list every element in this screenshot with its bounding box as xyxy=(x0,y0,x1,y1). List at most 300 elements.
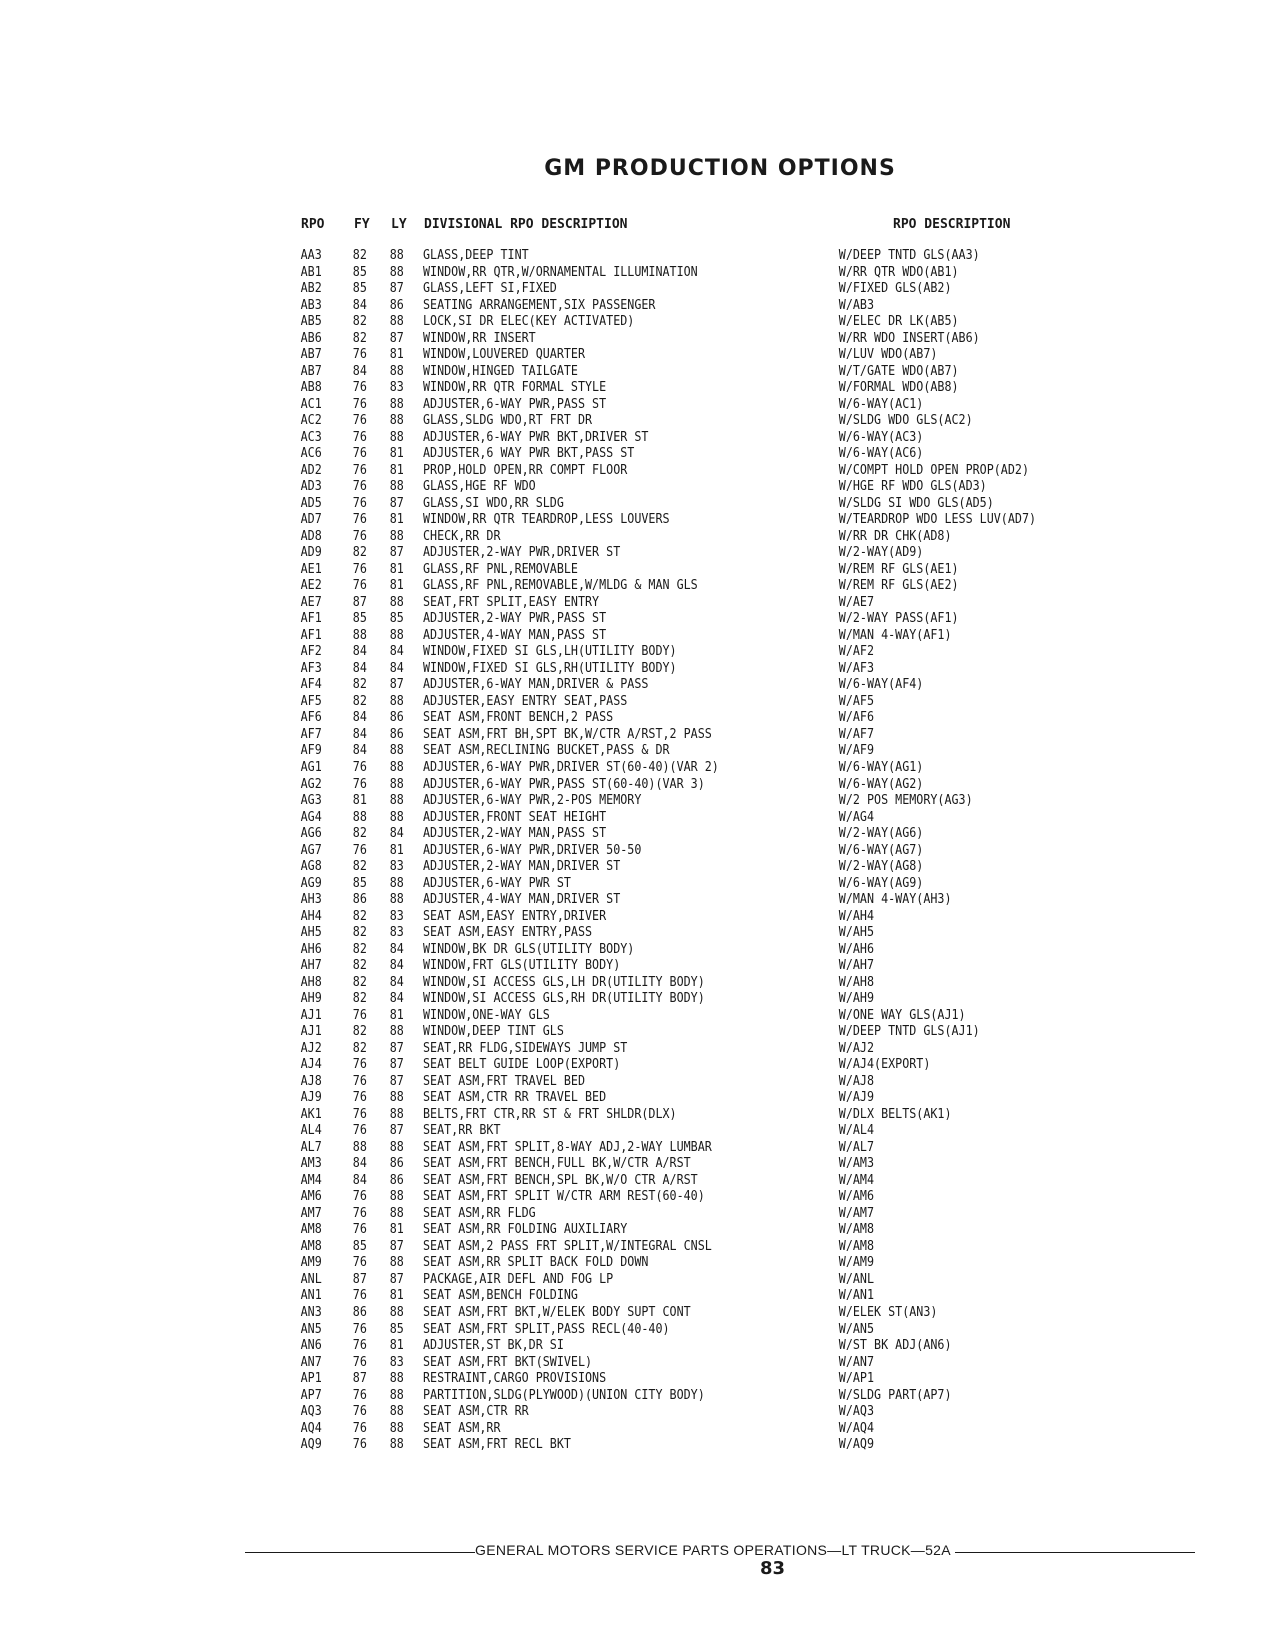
cell-rpo: AB2 xyxy=(300,281,322,297)
cell-rpo: AF9 xyxy=(300,743,322,759)
cell-fy: 76 xyxy=(352,495,367,511)
cell-fy: 82 xyxy=(352,958,367,974)
cell-rpo: AN6 xyxy=(300,1338,322,1354)
cell-divisional-description: SEAT ASM,EASY ENTRY,DRIVER xyxy=(423,908,607,924)
table-row xyxy=(0,1272,1152,1289)
cell-rpo-description: W/AG4 xyxy=(838,809,875,825)
cell-rpo-description: W/ST BK ADJ(AN6) xyxy=(838,1338,952,1354)
table-row xyxy=(0,876,1152,893)
column-headers xyxy=(0,217,1280,237)
cell-rpo: AM7 xyxy=(300,1205,322,1221)
table-row xyxy=(0,562,1152,579)
cell-ly: 88 xyxy=(389,429,404,445)
cell-rpo-description: W/AN7 xyxy=(838,1354,875,1370)
cell-ly: 88 xyxy=(389,248,404,263)
table-row xyxy=(0,826,1152,843)
cell-fy: 76 xyxy=(352,1354,367,1370)
cell-fy: 76 xyxy=(352,1073,367,1089)
cell-divisional-description: PACKAGE,AIR DEFL AND FOG LP xyxy=(423,1271,614,1287)
cell-fy: 76 xyxy=(352,413,367,429)
cell-fy: 76 xyxy=(352,1288,367,1304)
cell-divisional-description: SEAT ASM,RR FLDG xyxy=(423,1205,536,1221)
cell-ly: 87 xyxy=(389,495,404,511)
cell-fy: 76 xyxy=(352,561,367,577)
cell-divisional-description: SEAT ASM,FRT RECL BKT xyxy=(423,1437,571,1453)
table-row xyxy=(0,265,1152,282)
cell-fy: 76 xyxy=(352,429,367,445)
cell-ly: 81 xyxy=(389,1222,404,1238)
cell-fy: 76 xyxy=(352,462,367,478)
cell-ly: 81 xyxy=(389,561,404,577)
page-title: GM PRODUCTION OPTIONS xyxy=(544,156,896,181)
cell-divisional-description: WINDOW,FIXED SI GLS,RH(UTILITY BODY) xyxy=(423,660,677,676)
cell-rpo: AF7 xyxy=(300,726,322,742)
cell-fy: 84 xyxy=(352,644,367,660)
table-row xyxy=(0,909,1152,926)
cell-rpo-description: W/AF6 xyxy=(838,710,875,726)
cell-rpo: AQ4 xyxy=(300,1420,322,1436)
cell-divisional-description: GLASS,RF PNL,REMOVABLE xyxy=(423,561,578,577)
cell-rpo-description: W/AM3 xyxy=(838,1156,875,1172)
cell-fy: 76 xyxy=(352,776,367,792)
table-row xyxy=(0,281,1152,298)
cell-fy: 76 xyxy=(352,578,367,594)
table-row xyxy=(0,1255,1152,1272)
cell-divisional-description: SEAT ASM,RR SPLIT BACK FOLD DOWN xyxy=(423,1255,649,1271)
cell-ly: 88 xyxy=(389,743,404,759)
cell-rpo: AH6 xyxy=(300,941,322,957)
cell-rpo: AM4 xyxy=(300,1172,322,1188)
table-row xyxy=(0,810,1152,827)
header-ly: LY xyxy=(391,217,407,232)
cell-rpo-description: W/DEEP TNTD GLS(AJ1) xyxy=(838,1024,980,1040)
table-row xyxy=(0,1024,1152,1041)
cell-rpo-description: W/ANL xyxy=(838,1271,875,1287)
cell-fy: 76 xyxy=(352,512,367,528)
cell-ly: 86 xyxy=(389,726,404,742)
cell-ly: 84 xyxy=(389,991,404,1007)
cell-rpo: AJ8 xyxy=(300,1073,322,1089)
cell-divisional-description: SEAT ASM,FRT BKT(SWIVEL) xyxy=(423,1354,593,1370)
cell-fy: 84 xyxy=(352,710,367,726)
cell-divisional-description: WINDOW,RR QTR,W/ORNAMENTAL ILLUMINATION xyxy=(423,264,698,280)
cell-divisional-description: SEAT ASM,RR xyxy=(423,1420,501,1436)
cell-divisional-description: GLASS,RF PNL,REMOVABLE,W/MLDG & MAN GLS xyxy=(423,578,698,594)
cell-fy: 76 xyxy=(352,347,367,363)
cell-ly: 84 xyxy=(389,974,404,990)
cell-fy: 76 xyxy=(352,1007,367,1023)
table-row xyxy=(0,677,1152,694)
cell-fy: 76 xyxy=(352,1404,367,1420)
cell-rpo-description: W/FORMAL WDO(AB8) xyxy=(838,380,959,396)
cell-rpo-description: W/RR DR CHK(AD8) xyxy=(838,528,952,544)
cell-divisional-description: ADJUSTER,ST BK,DR SI xyxy=(423,1338,564,1354)
cell-rpo: AJ1 xyxy=(300,1024,322,1040)
cell-ly: 88 xyxy=(389,1106,404,1122)
cell-divisional-description: SEAT ASM,FRT BENCH,FULL BK,W/CTR A/RST xyxy=(423,1156,691,1172)
cell-divisional-description: WINDOW,ONE-WAY GLS xyxy=(423,1007,550,1023)
cell-rpo-description: W/ELEC DR LK(AB5) xyxy=(838,314,959,330)
cell-fy: 82 xyxy=(352,248,367,263)
cell-ly: 88 xyxy=(389,528,404,544)
cell-divisional-description: GLASS,SI WDO,RR SLDG xyxy=(423,495,564,511)
cell-rpo: AM3 xyxy=(300,1156,322,1172)
cell-rpo-description: W/AJ9 xyxy=(838,1090,875,1106)
cell-ly: 87 xyxy=(389,330,404,346)
cell-rpo-description: W/LUV WDO(AB7) xyxy=(838,347,938,363)
cell-rpo: AE1 xyxy=(300,561,322,577)
cell-rpo-description: W/TEARDROP WDO LESS LUV(AD7) xyxy=(838,512,1037,528)
cell-ly: 84 xyxy=(389,644,404,660)
cell-rpo: AJ1 xyxy=(300,1007,322,1023)
table-row xyxy=(0,595,1152,612)
cell-divisional-description: GLASS,LEFT SI,FIXED xyxy=(423,281,557,297)
table-row xyxy=(0,727,1152,744)
cell-fy: 82 xyxy=(352,826,367,842)
cell-rpo-description: W/AF2 xyxy=(838,644,875,660)
table-row xyxy=(0,1388,1152,1405)
cell-rpo: AB1 xyxy=(300,264,322,280)
table-row xyxy=(0,545,1152,562)
cell-fy: 82 xyxy=(352,941,367,957)
cell-ly: 88 xyxy=(389,594,404,610)
cell-rpo: AB7 xyxy=(300,363,322,379)
cell-rpo-description: W/AL7 xyxy=(838,1139,875,1155)
cell-rpo-description: W/6-WAY(AG2) xyxy=(838,776,924,792)
cell-rpo-description: W/AQ4 xyxy=(838,1420,875,1436)
table-row xyxy=(0,1305,1152,1322)
cell-fy: 84 xyxy=(352,1172,367,1188)
cell-ly: 81 xyxy=(389,512,404,528)
cell-divisional-description: SEAT ASM,FRT TRAVEL BED xyxy=(423,1073,586,1089)
cell-ly: 81 xyxy=(389,842,404,858)
cell-fy: 85 xyxy=(352,1238,367,1254)
cell-ly: 88 xyxy=(389,793,404,809)
cell-fy: 76 xyxy=(352,1057,367,1073)
cell-rpo-description: W/AJ2 xyxy=(838,1040,875,1056)
cell-divisional-description: SEAT ASM,RR FOLDING AUXILIARY xyxy=(423,1222,628,1238)
cell-rpo: AF4 xyxy=(300,677,322,693)
cell-rpo-description: W/AP1 xyxy=(838,1371,875,1387)
cell-rpo-description: W/6-WAY(AC1) xyxy=(838,396,924,412)
cell-divisional-description: ADJUSTER,6-WAY PWR,2-POS MEMORY xyxy=(423,793,642,809)
cell-ly: 88 xyxy=(389,413,404,429)
cell-rpo: AG2 xyxy=(300,776,322,792)
table-row xyxy=(0,975,1152,992)
table-row xyxy=(0,892,1152,909)
cell-divisional-description: ADJUSTER,6-WAY PWR,DRIVER 50-50 xyxy=(423,842,642,858)
cell-rpo: AB6 xyxy=(300,330,322,346)
table-row xyxy=(0,1288,1152,1305)
cell-rpo: AH5 xyxy=(300,925,322,941)
table-row xyxy=(0,1173,1152,1190)
cell-divisional-description: SEAT ASM,RECLINING BUCKET,PASS & DR xyxy=(423,743,670,759)
cell-rpo-description: W/FIXED GLS(AB2) xyxy=(838,281,952,297)
cell-divisional-description: SEAT ASM,FRT SPLIT W/CTR ARM REST(60-40) xyxy=(423,1189,705,1205)
cell-fy: 82 xyxy=(352,925,367,941)
table-row xyxy=(0,710,1152,727)
cell-fy: 85 xyxy=(352,611,367,627)
cell-rpo-description: W/DLX BELTS(AK1) xyxy=(838,1106,952,1122)
cell-fy: 85 xyxy=(352,875,367,891)
cell-rpo-description: W/2 POS MEMORY(AG3) xyxy=(838,793,973,809)
cell-rpo-description: W/T/GATE WDO(AB7) xyxy=(838,363,959,379)
table-row xyxy=(0,512,1152,529)
table-row xyxy=(0,1074,1152,1091)
cell-rpo: ANL xyxy=(300,1271,322,1287)
cell-rpo: AC1 xyxy=(300,396,322,412)
cell-fy: 84 xyxy=(352,726,367,742)
cell-rpo-description: W/6-WAY(AG7) xyxy=(838,842,924,858)
cell-rpo-description: W/AF3 xyxy=(838,660,875,676)
cell-ly: 88 xyxy=(389,1139,404,1155)
header-rpo-description: RPO DESCRIPTION xyxy=(893,217,1011,232)
cell-rpo-description: W/AM6 xyxy=(838,1189,875,1205)
cell-rpo-description: W/AF7 xyxy=(838,726,875,742)
cell-rpo: AC6 xyxy=(300,446,322,462)
cell-rpo-description: W/6-WAY(AC3) xyxy=(838,429,924,445)
cell-ly: 87 xyxy=(389,1073,404,1089)
cell-rpo-description: W/AH5 xyxy=(838,925,875,941)
cell-rpo-description: W/RR WDO INSERT(AB6) xyxy=(838,330,980,346)
table-row xyxy=(0,413,1152,430)
table-row xyxy=(0,463,1152,480)
cell-rpo-description: W/2-WAY PASS(AF1) xyxy=(838,611,959,627)
cell-fy: 82 xyxy=(352,991,367,1007)
cell-rpo: AD7 xyxy=(300,512,322,528)
cell-divisional-description: WINDOW,DEEP TINT GLS xyxy=(423,1024,564,1040)
cell-rpo: AG8 xyxy=(300,859,322,875)
cell-fy: 84 xyxy=(352,1156,367,1172)
cell-divisional-description: SEAT ASM,FRT BENCH,SPL BK,W/O CTR A/RST xyxy=(423,1172,698,1188)
table-row xyxy=(0,958,1152,975)
cell-ly: 88 xyxy=(389,1090,404,1106)
cell-rpo: AL4 xyxy=(300,1123,322,1139)
cell-ly: 88 xyxy=(389,875,404,891)
cell-ly: 83 xyxy=(389,380,404,396)
cell-rpo: AP1 xyxy=(300,1371,322,1387)
header-rpo: RPO xyxy=(301,217,325,232)
cell-rpo-description: W/2-WAY(AD9) xyxy=(838,545,924,561)
header-fy: FY xyxy=(354,217,370,232)
cell-ly: 83 xyxy=(389,859,404,875)
table-row xyxy=(0,644,1152,661)
cell-divisional-description: GLASS,HGE RF WDO xyxy=(423,479,536,495)
cell-divisional-description: ADJUSTER,6-WAY PWR,PASS ST(60-40)(VAR 3) xyxy=(423,776,705,792)
table-row xyxy=(0,1057,1152,1074)
cell-rpo: AD5 xyxy=(300,495,322,511)
cell-ly: 88 xyxy=(389,1189,404,1205)
cell-ly: 88 xyxy=(389,314,404,330)
cell-rpo: AF5 xyxy=(300,693,322,709)
cell-fy: 76 xyxy=(352,842,367,858)
cell-ly: 86 xyxy=(389,710,404,726)
cell-rpo-description: W/ELEK ST(AN3) xyxy=(838,1305,938,1320)
cell-rpo: AQ9 xyxy=(300,1437,322,1453)
table-row xyxy=(0,1437,1152,1454)
cell-fy: 76 xyxy=(352,1321,367,1337)
cell-rpo-description: W/6-WAY(AG1) xyxy=(838,759,924,775)
cell-fy: 76 xyxy=(352,1090,367,1106)
cell-rpo-description: W/AN5 xyxy=(838,1321,875,1337)
cell-ly: 81 xyxy=(389,1338,404,1354)
cell-rpo: AM9 xyxy=(300,1255,322,1271)
cell-ly: 87 xyxy=(389,545,404,561)
cell-ly: 87 xyxy=(389,1057,404,1073)
table-row xyxy=(0,1041,1152,1058)
cell-divisional-description: WINDOW,FIXED SI GLS,LH(UTILITY BODY) xyxy=(423,644,677,660)
table-row xyxy=(0,1090,1152,1107)
cell-fy: 85 xyxy=(352,264,367,280)
cell-ly: 88 xyxy=(389,892,404,908)
table-row xyxy=(0,793,1152,810)
cell-fy: 76 xyxy=(352,1437,367,1453)
cell-fy: 87 xyxy=(352,1371,367,1387)
cell-fy: 76 xyxy=(352,479,367,495)
cell-ly: 83 xyxy=(389,925,404,941)
cell-ly: 88 xyxy=(389,1205,404,1221)
cell-rpo-description: W/2-WAY(AG8) xyxy=(838,859,924,875)
cell-divisional-description: BELTS,FRT CTR,RR ST & FRT SHLDR(DLX) xyxy=(423,1106,677,1122)
cell-fy: 76 xyxy=(352,1189,367,1205)
cell-rpo-description: W/2-WAY(AG6) xyxy=(838,826,924,842)
table-row xyxy=(0,1189,1152,1206)
cell-ly: 85 xyxy=(389,611,404,627)
cell-divisional-description: LOCK,SI DR ELEC(KEY ACTIVATED) xyxy=(423,314,635,330)
cell-divisional-description: ADJUSTER,FRONT SEAT HEIGHT xyxy=(423,809,607,825)
table-row xyxy=(0,1140,1152,1157)
table-row xyxy=(0,1222,1152,1239)
cell-fy: 76 xyxy=(352,446,367,462)
cell-rpo: AG3 xyxy=(300,793,322,809)
table-row xyxy=(0,1371,1152,1388)
cell-rpo: AF1 xyxy=(300,627,322,643)
cell-ly: 81 xyxy=(389,462,404,478)
cell-divisional-description: WINDOW,BK DR GLS(UTILITY BODY) xyxy=(423,941,635,957)
cell-divisional-description: ADJUSTER,2-WAY MAN,DRIVER ST xyxy=(423,859,621,875)
cell-rpo: AF6 xyxy=(300,710,322,726)
table-row xyxy=(0,628,1152,645)
cell-rpo-description: W/DEEP TNTD GLS(AA3) xyxy=(838,248,980,263)
cell-ly: 88 xyxy=(389,1305,404,1320)
cell-rpo: AH4 xyxy=(300,908,322,924)
cell-rpo: AG9 xyxy=(300,875,322,891)
cell-rpo-description: W/ONE WAY GLS(AJ1) xyxy=(838,1007,966,1023)
table-row xyxy=(0,777,1152,794)
cell-rpo-description: W/REM RF GLS(AE2) xyxy=(838,578,959,594)
cell-rpo: AH3 xyxy=(300,892,322,908)
cell-rpo: AA3 xyxy=(300,248,322,263)
cell-rpo-description: W/HGE RF WDO GLS(AD3) xyxy=(838,479,987,495)
cell-ly: 84 xyxy=(389,958,404,974)
cell-divisional-description: ADJUSTER,2-WAY PWR,DRIVER ST xyxy=(423,545,621,561)
cell-rpo: AJ4 xyxy=(300,1057,322,1073)
cell-rpo: AH8 xyxy=(300,974,322,990)
cell-fy: 82 xyxy=(352,908,367,924)
cell-ly: 81 xyxy=(389,1288,404,1304)
cell-ly: 83 xyxy=(389,1354,404,1370)
table-row xyxy=(0,578,1152,595)
table-row xyxy=(0,611,1152,628)
table-row xyxy=(0,1008,1152,1025)
cell-rpo-description: W/AH6 xyxy=(838,941,875,957)
cell-divisional-description: ADJUSTER,6-WAY PWR ST xyxy=(423,875,571,891)
cell-rpo-description: W/SLDG WDO GLS(AC2) xyxy=(838,413,973,429)
table-row xyxy=(0,1355,1152,1372)
cell-rpo: AD3 xyxy=(300,479,322,495)
cell-rpo-description: W/MAN 4-WAY(AH3) xyxy=(838,892,952,908)
cell-rpo-description: W/AM4 xyxy=(838,1172,875,1188)
cell-fy: 82 xyxy=(352,545,367,561)
cell-divisional-description: GLASS,DEEP TINT xyxy=(423,248,529,263)
table-row xyxy=(0,430,1152,447)
cell-divisional-description: SEAT ASM,2 PASS FRT SPLIT,W/INTEGRAL CNSL xyxy=(423,1238,712,1254)
cell-divisional-description: ADJUSTER,6-WAY PWR BKT,DRIVER ST xyxy=(423,429,649,445)
cell-fy: 76 xyxy=(352,528,367,544)
cell-ly: 87 xyxy=(389,1040,404,1056)
cell-ly: 87 xyxy=(389,677,404,693)
cell-rpo-description: W/AH8 xyxy=(838,974,875,990)
table-row xyxy=(0,661,1152,678)
cell-rpo-description: W/AB3 xyxy=(838,297,875,313)
cell-divisional-description: SEAT ASM,FRONT BENCH,2 PASS xyxy=(423,710,614,726)
cell-rpo: AD9 xyxy=(300,545,322,561)
table-row xyxy=(0,496,1152,513)
cell-rpo-description: W/AE7 xyxy=(838,594,875,610)
cell-rpo-description: W/AH9 xyxy=(838,991,875,1007)
table-row xyxy=(0,1123,1152,1140)
cell-ly: 88 xyxy=(389,1437,404,1453)
cell-rpo-description: W/SLDG PART(AP7) xyxy=(838,1387,952,1403)
cell-fy: 76 xyxy=(352,396,367,412)
table-row xyxy=(0,843,1152,860)
cell-divisional-description: ADJUSTER,4-WAY MAN,PASS ST xyxy=(423,627,607,643)
cell-fy: 88 xyxy=(352,627,367,643)
cell-divisional-description: WINDOW,HINGED TAILGATE xyxy=(423,363,578,379)
cell-ly: 88 xyxy=(389,1255,404,1271)
cell-rpo: AE2 xyxy=(300,578,322,594)
cell-divisional-description: ADJUSTER,6 WAY PWR BKT,PASS ST xyxy=(423,446,635,462)
cell-rpo: AL7 xyxy=(300,1139,322,1155)
cell-rpo-description: W/COMPT HOLD OPEN PROP(AD2) xyxy=(838,462,1029,478)
cell-ly: 88 xyxy=(389,1387,404,1403)
table-row xyxy=(0,760,1152,777)
cell-ly: 88 xyxy=(389,1404,404,1420)
cell-rpo-description: W/REM RF GLS(AE1) xyxy=(838,561,959,577)
cell-divisional-description: WINDOW,FRT GLS(UTILITY BODY) xyxy=(423,958,621,974)
cell-divisional-description: SEAT ASM,EASY ENTRY,PASS xyxy=(423,925,593,941)
table-row xyxy=(0,925,1152,942)
cell-fy: 82 xyxy=(352,677,367,693)
cell-divisional-description: SEATING ARRANGEMENT,SIX PASSENGER xyxy=(423,297,656,313)
cell-divisional-description: PARTITION,SLDG(PLYWOOD)(UNION CITY BODY) xyxy=(423,1387,705,1403)
cell-fy: 76 xyxy=(352,1387,367,1403)
cell-rpo-description: W/6-WAY(AF4) xyxy=(838,677,924,693)
cell-fy: 82 xyxy=(352,974,367,990)
cell-ly: 88 xyxy=(389,1420,404,1436)
cell-ly: 87 xyxy=(389,1123,404,1139)
cell-fy: 88 xyxy=(352,809,367,825)
cell-rpo-description: W/SLDG SI WDO GLS(AD5) xyxy=(838,495,994,511)
cell-ly: 81 xyxy=(389,1007,404,1023)
cell-fy: 87 xyxy=(352,1271,367,1287)
cell-ly: 84 xyxy=(389,660,404,676)
cell-rpo: AG6 xyxy=(300,826,322,842)
cell-fy: 86 xyxy=(352,892,367,908)
cell-rpo: AG1 xyxy=(300,759,322,775)
cell-rpo-description: W/AM9 xyxy=(838,1255,875,1271)
options-table xyxy=(0,248,1280,1454)
